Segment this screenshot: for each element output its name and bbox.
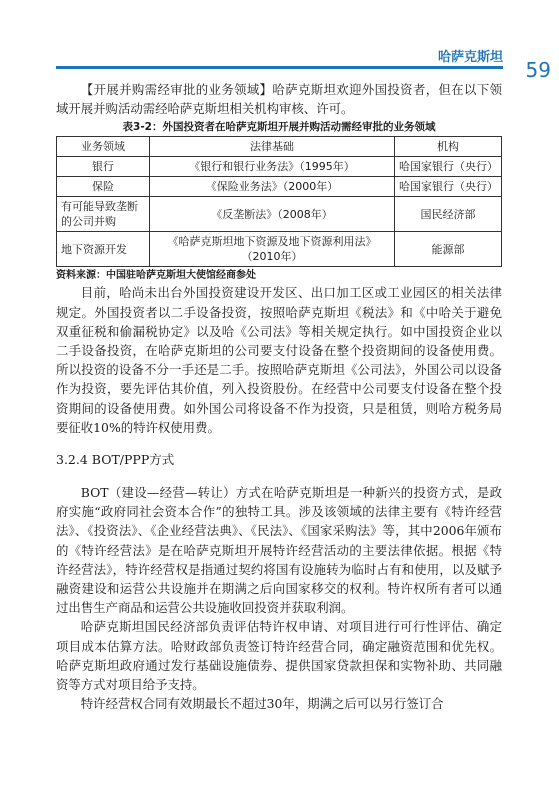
header-rule	[56, 66, 503, 69]
page-number: 59	[525, 58, 551, 82]
running-header-title: 哈萨克斯坦	[437, 50, 503, 65]
table-cell: 有可能导致垄断的公司并购	[57, 197, 150, 232]
body-paragraph: 特许经营权合同有效期最长不超过30年，期满之后可以另行签订合	[80, 696, 444, 712]
table-row	[57, 177, 502, 197]
table-cell: 保险	[57, 177, 150, 197]
table-caption: 表3-2：外国投资者在哈萨克斯坦开展并购活动需经审批的业务领域	[122, 121, 436, 134]
table-cell: 《反垄断法》（2008年）	[150, 197, 395, 232]
body-paragraph: 目前，哈尚未出台外国投资建设开发区、出口加工区或工业园区的相关法律规定。外国投资者以二手设备投资，按照哈萨克斯坦《税法》和《中哈关于避免双重征税和偷漏税协定》以及哈《公司法》等相关规定执行。如中国投资企业以二手设备投资，在哈萨克斯坦的公司要支付设备在整个投资期间的设备使用费。所以投资的设备不分一手还是二手。按照哈萨克斯坦《公司法》，外国公司以设备作为投资，要先评估其价值，列入投资股份。在经营中公司要支付设备在整个投资期间的设备使用费。如外国公司将设备不作为投资，只是租赁，则哈方税务局要征收10%的特许权使用费。	[56, 285, 502, 435]
table-source-note: 资料来源：中国驻哈萨克斯坦大使馆经商参处	[56, 270, 256, 282]
table-cell: 《银行和银行业务法》（1995年）	[150, 157, 395, 177]
table-cell: 国民经济部	[395, 197, 502, 232]
page-body	[56, 80, 502, 713]
table-header-cell: 机构	[395, 137, 502, 157]
body-paragraph: BOT（建设—经营—转让）方式在哈萨克斯坦是一种新兴的投资方式，是政府实施“政府同社会资本合作”的独特工具。涉及该领域的法律主要有《特许经营法》、《投资法》、《企业经营法典》、《民法》、《国家采购法》等，其中2006年颁布的《特许经营法》是在哈萨克斯坦开展特许经营活动的主要法律依据。根据《特许经营法》，特许经营权是指通过契约将国有设施转为临时占有和使用，以及赋予融资建设和运营公共设施并在期满之后向国家移交的权利。特许权所有者可以通过出售生产商品和运营公共设施收回投资并获取利润。	[56, 485, 502, 616]
table-row	[57, 157, 502, 177]
table-row	[57, 197, 502, 232]
table-cell: 哈国家银行（央行）	[395, 177, 502, 197]
table-header-row	[57, 137, 502, 157]
intro-paragraph: 【开展并购需经审批的业务领域】哈萨克斯坦欢迎外国投资者，但在以下领域开展并购活动需经哈萨克斯坦相关机构审核、许可。	[56, 82, 502, 117]
section-heading: 3.2.4 BOT/PPP方式	[56, 452, 175, 468]
table-cell: 《保险业务法》（2000年）	[150, 177, 395, 197]
table-cell: 地下资源开发	[57, 232, 150, 267]
table-header-cell: 法律基础	[150, 137, 395, 157]
body-paragraph: 哈萨克斯坦国民经济部负责评估特许权申请、对项目进行可行性评估、确定项目成本估算方法。哈财政部负责签订特许经营合同，确定融资范围和优先权。哈萨克斯坦政府通过发行基础设施债券、提供国家贷款担保和实物补助、共同融资等方式对项目给予支持。	[56, 619, 502, 693]
table-header-cell: 业务领域	[57, 137, 150, 157]
approval-table	[56, 136, 502, 267]
table-cell: 《哈萨克斯坦地下资源及地下资源利用法》（2010年）	[150, 232, 395, 267]
table-cell: 银行	[57, 157, 150, 177]
table-cell: 哈国家银行（央行）	[395, 157, 502, 177]
table-row	[57, 232, 502, 267]
table-cell: 能源部	[395, 232, 502, 267]
